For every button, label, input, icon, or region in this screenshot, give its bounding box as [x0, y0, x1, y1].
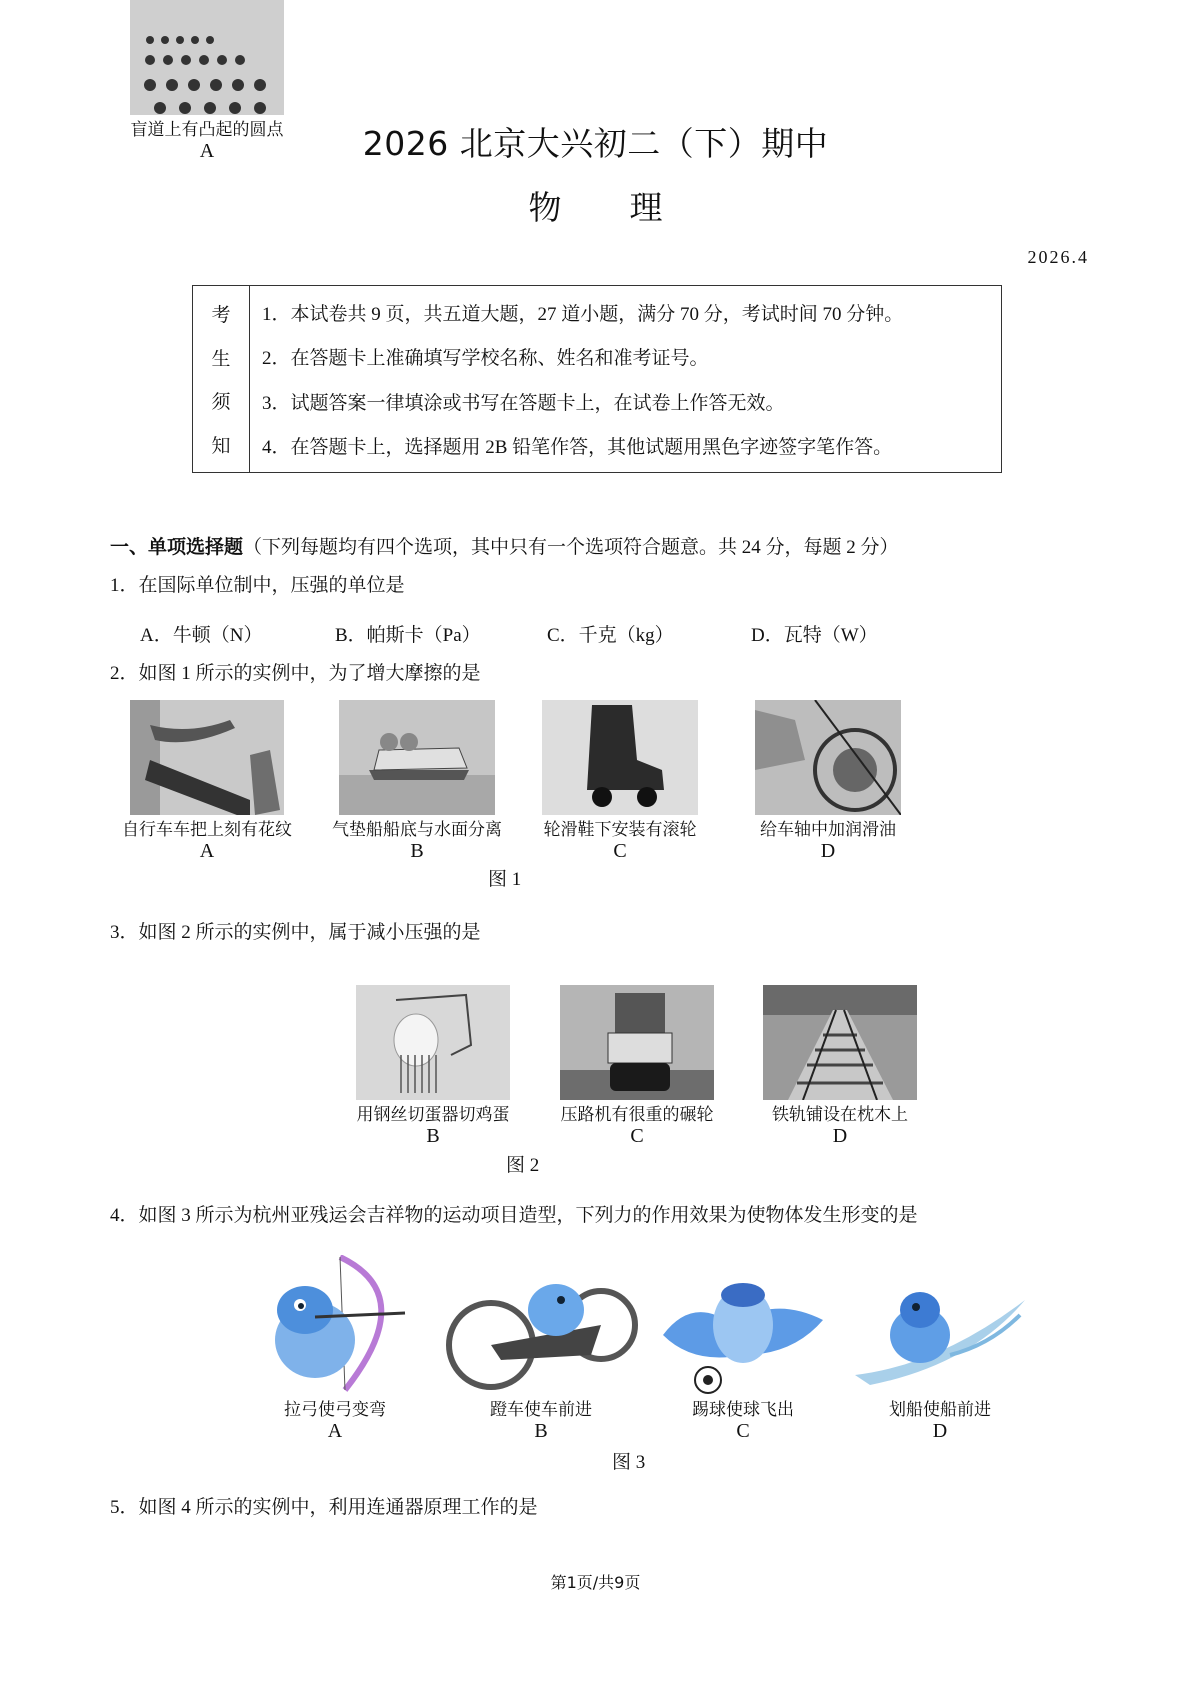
figure-letter: A	[199, 840, 215, 862]
figure-1b	[322, 700, 512, 863]
figure-letter: D	[832, 1125, 848, 1147]
road-roller-image	[560, 985, 714, 1100]
figure-letter: A	[327, 1420, 343, 1442]
figure-caption: 铁轨铺设在枕木上	[772, 1105, 908, 1125]
figure-1c	[525, 700, 715, 863]
page-indicator: 第1页/共9页	[550, 1573, 641, 1592]
roller-skate-image	[542, 700, 698, 815]
figure-2c	[542, 985, 732, 1148]
figure-letter: B	[534, 1420, 548, 1442]
figure-caption: 气垫船船底与水面分离	[332, 820, 502, 840]
hovercraft-image	[339, 700, 495, 815]
question-1-options	[140, 620, 878, 647]
subject-title	[0, 182, 1191, 229]
question-1-stem: 1．在国际单位制中，压强的单位是	[110, 575, 405, 596]
mascot-handcycle-image	[441, 1255, 641, 1395]
question-4-stem: 4．如图 3 所示为杭州亚残运会吉祥物的运动项目造型，下列力的作用效果为使物体发生形变的是	[110, 1205, 918, 1226]
option-d: D．瓦特（W）	[751, 625, 878, 646]
figure-3-label: 图 3	[612, 1452, 646, 1473]
figure-caption: 踢球使球飞出	[692, 1400, 794, 1420]
figure-caption: 拉弓使弓变弯	[284, 1400, 386, 1420]
figure-caption: 自行车车把上刻有花纹	[122, 820, 292, 840]
figure-letter: C	[613, 840, 627, 862]
figure-1a	[112, 700, 302, 863]
figure-caption: 盲道上有凸起的圆点	[130, 120, 284, 140]
exam-date: 2026.4	[1027, 247, 1089, 267]
exam-title: 2026 北京大兴初二（下）期中	[362, 124, 829, 163]
figure-letter: B	[410, 840, 424, 862]
notice-label-char: 生	[211, 348, 231, 370]
option-b: B．帕斯卡（Pa）	[335, 625, 481, 646]
tactile-paving-image	[130, 0, 284, 115]
figure-2b	[338, 985, 528, 1148]
section-heading	[110, 532, 899, 559]
question-2-stem: 2．如图 1 所示的实例中，为了增大摩擦的是	[110, 663, 481, 684]
bicycle-handlebar-image	[130, 700, 284, 815]
figure-1-label: 图 1	[488, 869, 522, 890]
figure-2-label: 图 2	[506, 1155, 540, 1176]
figure-caption: 压路机有很重的碾轮	[560, 1105, 714, 1125]
mascot-rowing-image	[850, 1255, 1030, 1395]
subject-char: 物	[528, 188, 562, 227]
figure-3c	[648, 1255, 838, 1443]
figure-caption: 给车轴中加润滑油	[760, 820, 896, 840]
figure-3b	[436, 1255, 646, 1443]
railway-sleepers-image	[763, 985, 917, 1100]
notice-label-char: 考	[211, 305, 231, 327]
figure-caption: 划船使船前进	[889, 1400, 991, 1420]
figure-letter: B	[426, 1125, 440, 1147]
notice-label-char: 知	[211, 435, 231, 457]
figure-letter: A	[199, 140, 215, 162]
figure-3d	[845, 1255, 1035, 1443]
figure-1d	[733, 700, 923, 863]
notice-items	[250, 286, 1001, 472]
figure-caption: 轮滑鞋下安装有滚轮	[543, 820, 697, 840]
question-5-stem: 5．如图 4 所示的实例中，利用连通器原理工作的是	[110, 1497, 538, 1518]
option-c: C．千克（kg）	[547, 625, 674, 646]
figure-2a	[130, 0, 284, 163]
notice-item: 3．试题答案一律填涂或书写在答题卡上，在试卷上作答无效。	[262, 392, 785, 414]
figure-letter: C	[630, 1125, 644, 1147]
candidate-notice-box	[192, 285, 1002, 473]
figure-letter: C	[736, 1420, 750, 1442]
figure-caption: 蹬车使车前进	[490, 1400, 592, 1420]
notice-label-char: 须	[211, 392, 231, 414]
figure-caption: 用钢丝切蛋器切鸡蛋	[356, 1105, 510, 1125]
question-3-stem: 3．如图 2 所示的实例中，属于减小压强的是	[110, 922, 481, 943]
section-title: 一、单项选择题	[110, 536, 244, 558]
figure-letter: D	[932, 1420, 948, 1442]
figure-3a	[240, 1255, 430, 1443]
mascot-archery-image	[245, 1255, 425, 1395]
mascot-football-image	[653, 1255, 833, 1395]
subject-char: 理	[629, 188, 663, 227]
figure-letter: D	[820, 840, 836, 862]
section-note: （下列每题均有四个选项，其中只有一个选项符合题意。共 24 分，每题 2 分）	[243, 537, 899, 558]
option-a: A．牛顿（N）	[140, 625, 263, 646]
notice-label	[193, 286, 250, 472]
figure-2d	[745, 985, 935, 1148]
oiling-axle-image	[755, 700, 901, 815]
notice-item: 1．本试卷共 9 页，共五道大题，27 道小题，满分 70 分，考试时间 70 分钟。	[262, 303, 904, 325]
egg-slicer-image	[356, 985, 510, 1100]
notice-item: 2．在答题卡上准确填写学校名称、姓名和准考证号。	[262, 348, 709, 370]
notice-item: 4．在答题卡上，选择题用 2B 铅笔作答，其他试题用黑色字迹签字笔作答。	[262, 437, 893, 459]
